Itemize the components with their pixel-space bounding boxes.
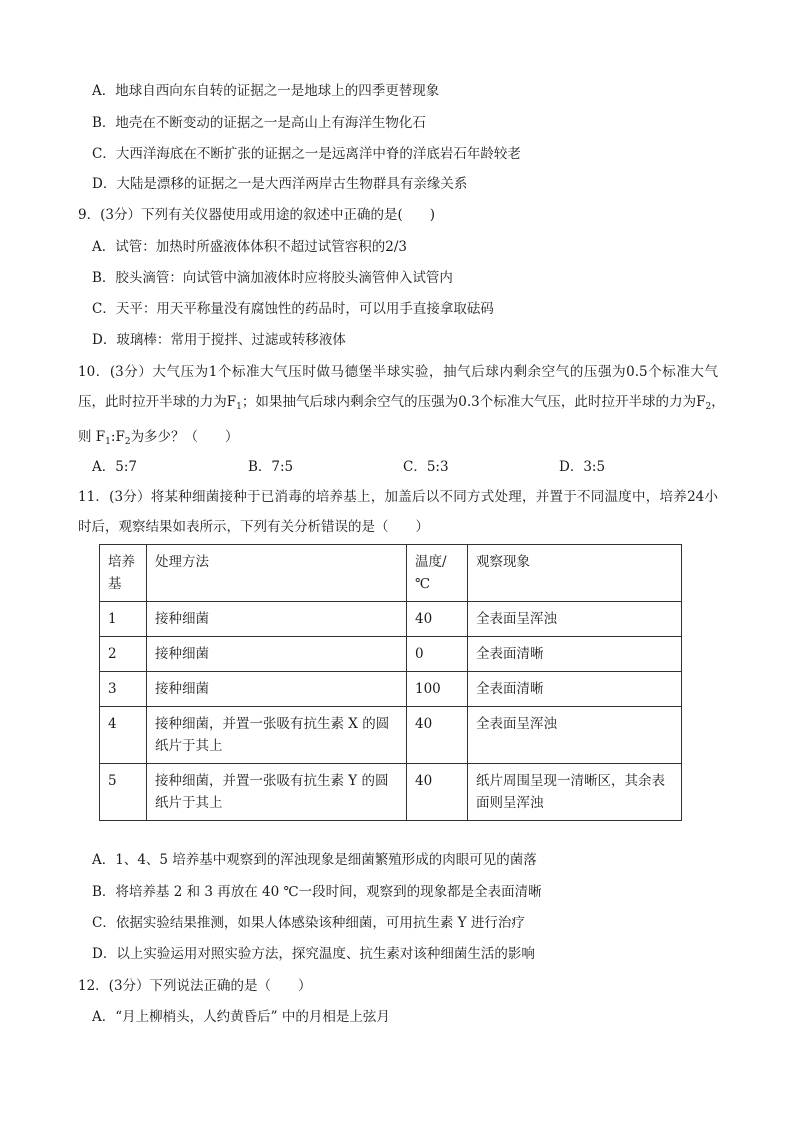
q10-option-a: A．5:7 xyxy=(92,459,137,475)
q12-option-a: A．“月上柳梢头，人约黄昏后” 中的月相是上弦月 xyxy=(92,1009,390,1025)
q9-option-d: D．玻璃棒：常用于搅拌、过滤或转移液体 xyxy=(92,332,346,348)
q10-sub-1: 1 xyxy=(236,402,242,412)
q10-options xyxy=(92,455,712,475)
table-cell: 40 xyxy=(407,764,468,821)
q11-option-d: D．以上实验运用对照实验方法，探究温度、抗生素对该种细菌生活的影响 xyxy=(92,946,535,962)
table-row xyxy=(100,602,682,637)
table-cell: 5 xyxy=(100,764,147,821)
q11-stem: 11．(3分）将某种细菌接种于已消毒的培养基上，加盖后以不同方式处理，并置于不同温度中，培养24小时后，观察结果如表所示，下列有关分析错误的是（ ） xyxy=(78,489,718,535)
q10-sub-3: 1 xyxy=(105,437,111,447)
table-cell: 全表面呈浑浊 xyxy=(468,707,682,764)
header-cell-medium: 培养基 xyxy=(100,545,147,602)
q11-table xyxy=(99,544,682,821)
table-cell: 全表面呈浑浊 xyxy=(468,602,682,637)
q10-option-c: C．5:3 xyxy=(403,459,449,475)
table-cell: 100 xyxy=(407,672,468,707)
table-cell: 4 xyxy=(100,707,147,764)
q10-stem-part3: ， 则 F xyxy=(78,394,732,445)
q8-option-c: C．大西洋海底在不断扩张的证据之一是远离洋中脊的洋底岩石年龄较老 xyxy=(92,146,521,162)
table-cell: 2 xyxy=(100,637,147,672)
header-cell-method: 处理方法 xyxy=(147,545,407,602)
q9-option-a: A．试管：加热时所盛液体体积不超过试管容积的2/3 xyxy=(92,239,407,255)
header-cell-observation: 观察现象 xyxy=(468,545,682,602)
q10-option-b: B．7:5 xyxy=(248,459,294,475)
table-cell: 1 xyxy=(100,602,147,637)
table-cell: 40 xyxy=(407,602,468,637)
table-row xyxy=(100,637,682,672)
q11-option-b: B．将培养基 2 和 3 再放在 40 ℃一段时间，观察到的现象都是全表面清晰 xyxy=(92,884,542,900)
q9-option-b: B．胶头滴管：向试管中滴加液体时应将胶头滴管伸入试管内 xyxy=(92,270,453,286)
header-cell-temperature: 温度/℃ xyxy=(407,545,468,602)
q11-option-a: A．1、4、5 培养基中观察到的浑浊现象是细菌繁殖形成的肉眼可见的菌落 xyxy=(92,852,537,868)
table-cell: 3 xyxy=(100,672,147,707)
table-cell: 全表面清晰 xyxy=(468,637,682,672)
table-row xyxy=(100,707,682,764)
q8-option-d: D．大陆是漂移的证据之一是大西洋两岸古生物群具有亲缘关系 xyxy=(92,176,468,192)
table-row xyxy=(100,764,682,821)
table-cell: 接种细菌 xyxy=(147,602,407,637)
table-cell: 0 xyxy=(407,637,468,672)
q11-option-c: C．依据实验结果推测，如果人体感染该种细菌，可用抗生素 Y 进行治疗 xyxy=(92,915,525,931)
table-cell: 接种细菌，并置一张吸有抗生素 X 的圆纸片于其上 xyxy=(147,707,407,764)
q10-stem-part1: 10．(3分）大气压为1个标准大气压时做马德堡半球实验，抽气后球内剩余空气的压强为0.5个标准大气压，此时拉开半球的力为F xyxy=(78,364,718,410)
table-header-row xyxy=(100,545,682,602)
q10-stem xyxy=(78,357,732,457)
table-cell: 纸片周围呈现一清晰区，其余表面则呈浑浊 xyxy=(468,764,682,821)
q12-stem: 12．(3分）下列说法正确的是（ ） xyxy=(78,978,312,994)
table-cell: 接种细菌，并置一张吸有抗生素 Y 的圆纸片于其上 xyxy=(147,764,407,821)
q10-sub-2: 2 xyxy=(705,402,712,412)
q10-stem-part2: ；如果抽气后球内剩余空气的压强为0.3个标准大气压，此时拉开半球的力为F xyxy=(241,394,706,410)
q10-stem-part4: :F xyxy=(110,429,125,445)
q8-option-a: A．地球自西向东自转的证据之一是地球上的四季更替现象 xyxy=(92,83,440,99)
q10-stem-part5: 为多少？（ ） xyxy=(130,429,239,445)
table-cell: 40 xyxy=(407,707,468,764)
q10-sub-4: 2 xyxy=(124,437,131,447)
table-cell: 接种细菌 xyxy=(147,672,407,707)
q9-option-c: C．天平：用天平称量没有腐蚀性的药品时，可以用手直接拿取砝码 xyxy=(92,301,494,317)
q8-option-b: B．地壳在不断变动的证据之一是高山上有海洋生物化石 xyxy=(92,115,426,131)
table-cell: 接种细菌 xyxy=(147,637,407,672)
table-cell: 全表面清晰 xyxy=(468,672,682,707)
q10-option-d: D．3:5 xyxy=(559,459,606,475)
table-row xyxy=(100,672,682,707)
q9-stem: 9．(3分）下列有关仪器使用或用途的叙述中正确的是( ) xyxy=(78,207,435,223)
